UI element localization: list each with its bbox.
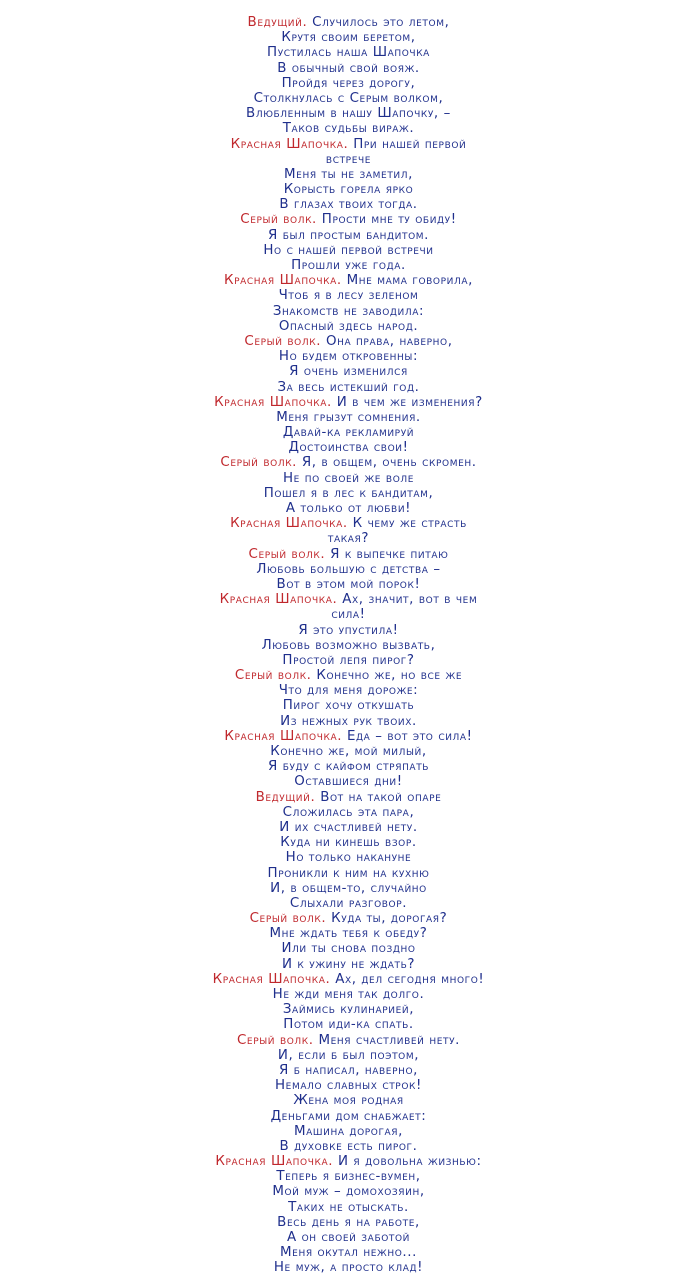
poem-line (0, 304, 697, 319)
poem-line (0, 683, 697, 698)
poem-line (0, 987, 697, 1002)
poem-line (0, 152, 697, 167)
poem-line (0, 91, 697, 106)
verse-text: Не муж, а просто клад! (273, 1260, 424, 1276)
verse-text: Немало славных строк! (275, 1078, 422, 1094)
verse-text: К чему же страсть (352, 516, 467, 532)
poem-line (0, 759, 697, 774)
verse-text: Мне ждать тебя к обеду? (269, 926, 428, 942)
poem-line (0, 850, 697, 865)
verse-text: А только от любви! (285, 501, 412, 516)
poem-line (0, 820, 697, 835)
verse-text: И к ужину не ждать? (281, 956, 416, 972)
speaker-name: Ведущий. (247, 15, 308, 30)
poem-line (0, 15, 697, 30)
poem-line (0, 547, 697, 562)
poem-line (0, 319, 697, 334)
verse-text: Мой муж – домохозяин, (272, 1184, 425, 1200)
verse-text: Не жди меня так долго. (272, 987, 425, 1002)
verse-text: Я к выпечке питаю (330, 546, 449, 562)
verse-text: И, в общем-то, случайно (270, 880, 427, 896)
verse-text: Жена моя родная (293, 1093, 404, 1109)
poem-line (0, 1033, 697, 1048)
poem-line (0, 562, 697, 577)
speaker-name: Серый волк. (244, 333, 322, 349)
speaker-name: Серый волк. (220, 455, 298, 471)
poem-line (0, 121, 697, 136)
poem-line (0, 349, 697, 364)
verse-text: И их счастливей нету. (279, 819, 418, 835)
poem-line (0, 1139, 697, 1154)
verse-text: встрече (325, 151, 372, 167)
poem-line (0, 623, 697, 638)
verse-text: Сложилась эта пара, (282, 804, 415, 820)
poem-line (0, 638, 697, 653)
verse-text: Теперь я бизнес-вумен, (276, 1169, 421, 1185)
verse-text: Но только накануне (285, 850, 412, 866)
poem-line (0, 1093, 697, 1108)
verse-text: Влюбленным в нашу Шапочку, – (246, 106, 451, 122)
poem-line (0, 410, 697, 425)
poem-line (0, 1245, 697, 1260)
verse-text: Мне мама говорила, (346, 273, 473, 289)
poem-line (0, 957, 697, 972)
poem-line (0, 698, 697, 713)
verse-text: Любовь возможно вызвать, (261, 637, 436, 653)
verse-text: Случилось это летом, (312, 15, 450, 30)
verse-text: Давай-ка рекламируй (282, 425, 415, 441)
poem-line (0, 972, 697, 987)
speaker-name: Красная Шапочка. (219, 592, 338, 608)
poem-line (0, 106, 697, 121)
poem-line (0, 212, 697, 227)
poem-line (0, 273, 697, 288)
verse-text: Корысть горела ярко (283, 182, 414, 198)
verse-text: Не по своей же воле (282, 470, 415, 486)
poem-line (0, 137, 697, 152)
verse-text: Или ты снова поздно (281, 941, 416, 957)
verse-text: Конечно же, мой милый, (270, 744, 427, 759)
poem-line (0, 1260, 697, 1275)
speaker-name: Красная Шапочка. (224, 728, 343, 744)
verse-text: Из нежных рук твоих. (280, 713, 417, 729)
speaker-name: Ведущий. (255, 789, 316, 805)
verse-text: Пустилась наша Шапочка (267, 45, 430, 61)
verse-text: Оставшиеся дни! (294, 774, 403, 790)
poem-line (0, 866, 697, 881)
speaker-name: Серый волк. (249, 911, 327, 927)
verse-text: такая? (327, 531, 370, 547)
verse-text: Чтоб я в лесу зеленом (278, 288, 419, 304)
verse-text: Достоинства свои! (288, 440, 409, 456)
verse-text: Но будем откровенны: (278, 349, 419, 365)
verse-text: Меня грызут сомнения. (276, 409, 421, 425)
poem-line (0, 1063, 697, 1078)
poem-line (0, 1124, 697, 1139)
verse-text: Вот в этом мой порок! (276, 576, 421, 592)
poem-line (0, 501, 697, 516)
verse-text: Крутя своим беретом, (281, 30, 416, 46)
poem-line (0, 896, 697, 911)
poem-line (0, 395, 697, 410)
verse-text: Любовь большую с детства – (256, 561, 441, 577)
poem-line (0, 744, 697, 759)
poem-line (0, 1230, 697, 1245)
verse-text: Меня ты не заметил, (284, 166, 413, 182)
poem-line (0, 228, 697, 243)
verse-text: Деньгами дом снабжает: (270, 1108, 427, 1124)
verse-text: За весь истекший год. (277, 379, 420, 395)
speaker-name: Красная Шапочка. (215, 1154, 334, 1170)
verse-text: Проникли к ним на кухню (267, 865, 430, 881)
verse-text: И в чем же изменения? (336, 394, 483, 410)
verse-text: Что для меня дороже: (278, 683, 419, 699)
verse-text: Опасный здесь народ. (278, 318, 419, 334)
poem-line (0, 1184, 697, 1199)
verse-text: Весь день я на работе, (277, 1214, 420, 1230)
verse-text: Пройдя через дорогу, (281, 75, 416, 91)
verse-text: Я очень изменился (289, 364, 408, 380)
poem-line (0, 182, 697, 197)
verse-text: Таких не отыскать. (288, 1199, 409, 1215)
poem-line (0, 440, 697, 455)
verse-text: При нашей первой (353, 136, 467, 152)
poem-line (0, 486, 697, 501)
poem-line (0, 805, 697, 820)
poem-line (0, 380, 697, 395)
speaker-name: Красная Шапочка. (230, 516, 348, 532)
verse-text: А он своей заботой (286, 1230, 411, 1245)
verse-text: Машина дорогая, (293, 1123, 404, 1139)
verse-text: Прости мне ту обиду! (321, 212, 457, 228)
poem-line (0, 425, 697, 440)
poem-line (0, 334, 697, 349)
poem-line (0, 471, 697, 486)
poem-line (0, 881, 697, 896)
poem-line (0, 197, 697, 212)
poem-line (0, 774, 697, 789)
verse-text: Пирог хочу откушать (282, 698, 415, 714)
verse-text: И я довольна жизнью: (337, 1154, 482, 1170)
verse-text: Я это упустила! (298, 622, 399, 638)
verse-text: Ах, дел сегодня много! (335, 971, 485, 987)
speaker-name: Красная Шапочка. (212, 971, 331, 987)
verse-text: В обычный свой вояж. (277, 60, 420, 76)
poem-line (0, 835, 697, 850)
verse-text: В глазах твоих тогда. (279, 197, 418, 213)
poem-line (0, 1002, 697, 1017)
speaker-name: Красная Шапочка. (230, 136, 349, 152)
poem-line (0, 61, 697, 76)
verse-text: Меня окутал нежно... (280, 1245, 417, 1261)
verse-text: Еда – вот это сила! (346, 728, 473, 744)
verse-text: В духовке есть пирог. (279, 1138, 418, 1154)
poem-line (0, 714, 697, 729)
verse-text: Куда ты, дорогая? (331, 911, 448, 927)
poem-line (0, 607, 697, 622)
verse-text: Куда ни кинешь взор. (280, 835, 417, 851)
speaker-name: Серый волк. (236, 1032, 314, 1048)
poem-line (0, 1169, 697, 1184)
poem-line (0, 364, 697, 379)
poem-line (0, 1078, 697, 1093)
verse-text: Конечно же, но все же (316, 668, 463, 684)
poem-line (0, 1109, 697, 1124)
poem-text (0, 15, 697, 1276)
verse-text: Слыхали разговор. (289, 895, 408, 911)
speaker-name: Красная Шапочка. (224, 273, 342, 289)
poem-line (0, 1154, 697, 1169)
poem-line (0, 729, 697, 744)
poem-line (0, 790, 697, 805)
poem-line (0, 516, 697, 531)
poem-line (0, 30, 697, 45)
poem-line (0, 592, 697, 607)
verse-text: Столкнулась с Серым волком, (253, 90, 444, 106)
poem-line (0, 455, 697, 470)
verse-text: сила! (331, 607, 366, 623)
poem-line (0, 941, 697, 956)
verse-text: Я б написал, наверно, (278, 1062, 419, 1078)
verse-text: Я был простым бандитом. (268, 227, 429, 243)
poem-line (0, 668, 697, 683)
verse-text: Вот на такой опаре (320, 789, 442, 805)
verse-text: Займись кулинарией, (282, 1002, 415, 1018)
poem-line (0, 288, 697, 303)
poem-line (0, 577, 697, 592)
poem-line (0, 243, 697, 258)
verse-text: Она права, наверно, (325, 333, 453, 349)
verse-text: Меня счастливей нету. (318, 1032, 461, 1048)
poem-line (0, 911, 697, 926)
verse-text: Я буду с кайфом стряпать (267, 759, 430, 775)
verse-text: Прошли уже года. (291, 258, 406, 273)
verse-text: И, если б был поэтом, (277, 1047, 420, 1063)
poem-line (0, 1215, 697, 1230)
poem-line (0, 926, 697, 941)
verse-text: Потом иди-ка спать. (283, 1017, 414, 1033)
poem-line (0, 531, 697, 546)
poem-line (0, 1048, 697, 1063)
poem-line (0, 1200, 697, 1215)
poem-line (0, 167, 697, 182)
poem-line (0, 258, 697, 273)
verse-text: Таков судьбы вираж. (282, 121, 415, 137)
speaker-name: Серый волк. (240, 212, 317, 228)
verse-text: Но с нашей первой встречи (263, 242, 434, 258)
verse-text: Знакомств не заводила: (272, 303, 425, 319)
speaker-name: Серый волк. (248, 546, 326, 562)
verse-text: Пошел я в лес к бандитам, (263, 485, 434, 501)
poem-line (0, 653, 697, 668)
speaker-name: Серый волк. (234, 668, 312, 684)
poem-line (0, 1017, 697, 1032)
poem-line (0, 45, 697, 60)
verse-text: Я, в общем, очень скромен. (301, 455, 477, 471)
speaker-name: Красная Шапочка. (214, 394, 332, 410)
poem-line (0, 76, 697, 91)
verse-text: Простой лепя пирог? (282, 652, 415, 668)
verse-text: Ах, значит, вот в чем (342, 592, 478, 608)
